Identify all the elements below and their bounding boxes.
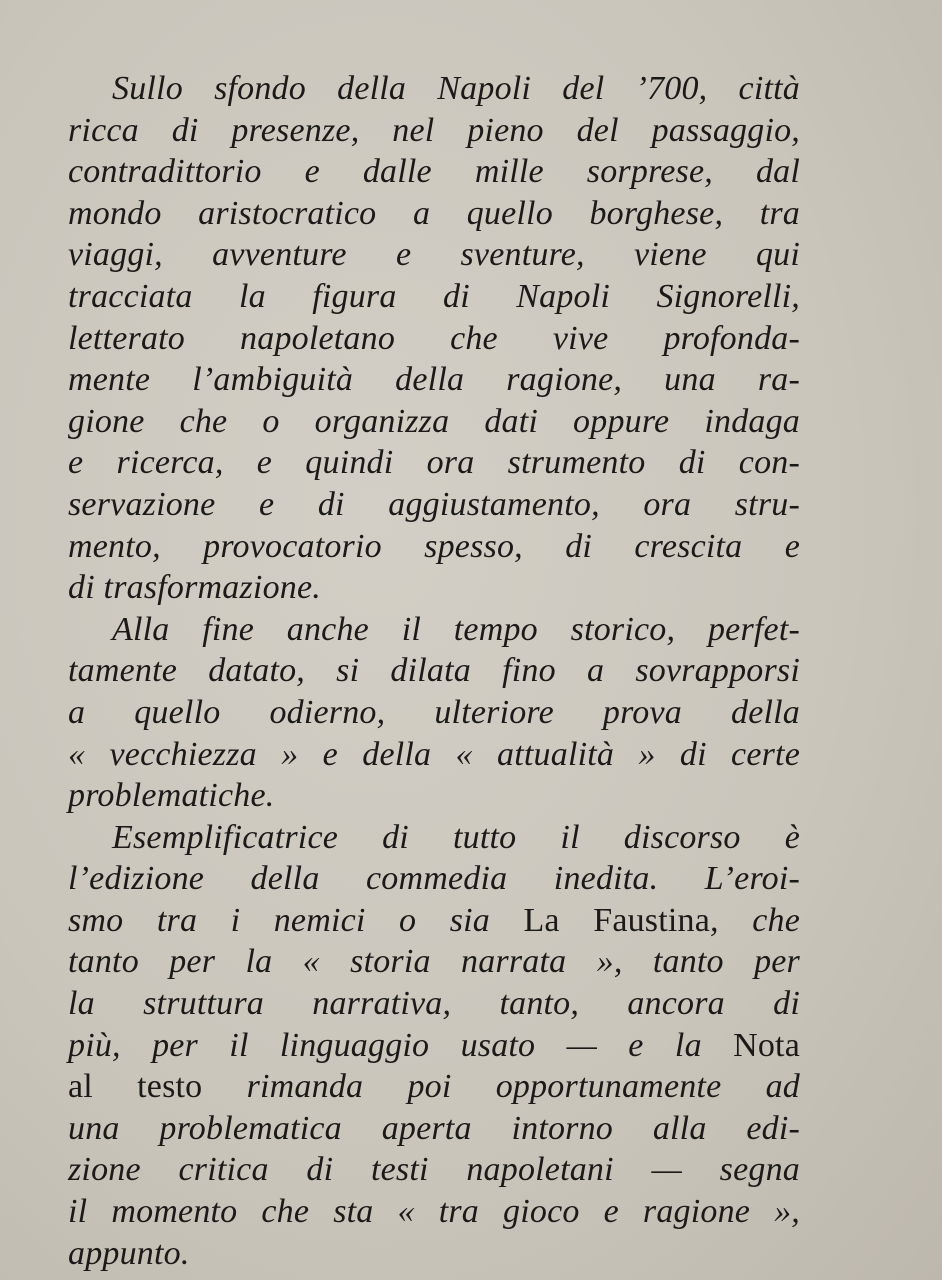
italic-text-segment: ricca di presenze, nel pieno del passaggio,: [68, 111, 800, 149]
text-line: [68, 68, 800, 110]
italic-text-segment: viaggi, avventure e sventure, viene qui: [68, 236, 800, 274]
text-line: [68, 276, 800, 318]
italic-text-segment: gione che o organizza dati oppure indaga: [68, 402, 800, 440]
italic-text-segment: tracciata la figura di Napoli Signorelli,: [68, 277, 800, 315]
italic-text-segment: una problematica aperta intorno alla edi-: [68, 1109, 800, 1147]
text-line: [68, 858, 800, 900]
paragraph: [68, 68, 800, 609]
roman-text-segment: al testo: [68, 1068, 203, 1106]
italic-text-segment: contradittorio e dalle mille sorprese, dal: [68, 153, 800, 191]
italic-text-segment: « vecchiezza » e della « attualità » di certe: [68, 735, 800, 773]
italic-text-segment: tanto per la « storia narrata », tanto per: [68, 943, 800, 981]
italic-text-segment: smo tra i nemici o sia: [68, 901, 524, 939]
text-line: [68, 442, 800, 484]
paragraph: [68, 609, 800, 817]
text-line: [68, 734, 800, 776]
italic-text-segment: zione critica di testi napoletani — segna: [68, 1151, 800, 1189]
italic-text-segment: , che: [710, 901, 800, 939]
paragraph: [68, 817, 800, 1275]
italic-text-segment: la struttura narrativa, tanto, ancora di: [68, 985, 800, 1023]
italic-text-segment: mondo aristocratico a quello borghese, tra: [68, 194, 800, 232]
text-line: [68, 650, 800, 692]
text-line: [68, 1025, 800, 1067]
text-line: [68, 775, 800, 817]
text-line: [68, 1108, 800, 1150]
text-line: [68, 234, 800, 276]
italic-text-segment: problematiche.: [68, 777, 275, 815]
text-line: [68, 359, 800, 401]
text-line: [68, 193, 800, 235]
italic-text-segment: mento, provocatorio spesso, di crescita e: [68, 527, 800, 565]
italic-text-segment: Alla fine anche il tempo storico, perfet-: [112, 610, 800, 648]
italic-text-segment: Sullo sfondo della Napoli del ’700, città: [112, 70, 800, 107]
text-line: [68, 1149, 800, 1191]
italic-text-segment: letterato napoletano che vive profonda-: [68, 319, 800, 357]
text-line: [68, 817, 800, 859]
text-line: [68, 609, 800, 651]
book-page-text: [68, 68, 800, 1274]
italic-text-segment: tamente datato, si dilata fino a sovrapporsi: [68, 652, 800, 690]
italic-text-segment: di trasformazione.: [68, 569, 321, 607]
text-line: [68, 110, 800, 152]
text-line: [68, 1191, 800, 1233]
text-line: [68, 318, 800, 360]
text-line: [68, 484, 800, 526]
roman-text-segment: Nota: [733, 1026, 800, 1064]
italic-text-segment: servazione e di aggiustamento, ora stru-: [68, 485, 800, 523]
text-line: [68, 1066, 800, 1108]
italic-text-segment: il momento che sta « tra gioco e ragione »,: [68, 1193, 800, 1231]
italic-text-segment: appunto.: [68, 1234, 190, 1272]
text-line: [68, 900, 800, 942]
text-line: [68, 401, 800, 443]
italic-text-segment: e ricerca, e quindi ora strumento di con-: [68, 444, 800, 482]
italic-text-segment: rimanda poi opportunamente ad: [202, 1068, 800, 1106]
text-line: [68, 941, 800, 983]
text-line: [68, 567, 800, 609]
text-line: [68, 692, 800, 734]
italic-text-segment: a quello odierno, ulteriore prova della: [68, 693, 800, 731]
italic-text-segment: l’edizione della commedia inedita. L’eroi-: [68, 860, 800, 898]
italic-text-segment: Esemplificatrice di tutto il discorso è: [112, 818, 800, 856]
text-line: [68, 983, 800, 1025]
roman-text-segment: La Faustina: [523, 901, 711, 939]
italic-text-segment: più, per il linguaggio usato — e la: [68, 1026, 734, 1064]
text-line: [68, 526, 800, 568]
italic-text-segment: mente l’ambiguità della ragione, una ra-: [68, 361, 800, 399]
text-line: [68, 1233, 800, 1275]
text-line: [68, 151, 800, 193]
